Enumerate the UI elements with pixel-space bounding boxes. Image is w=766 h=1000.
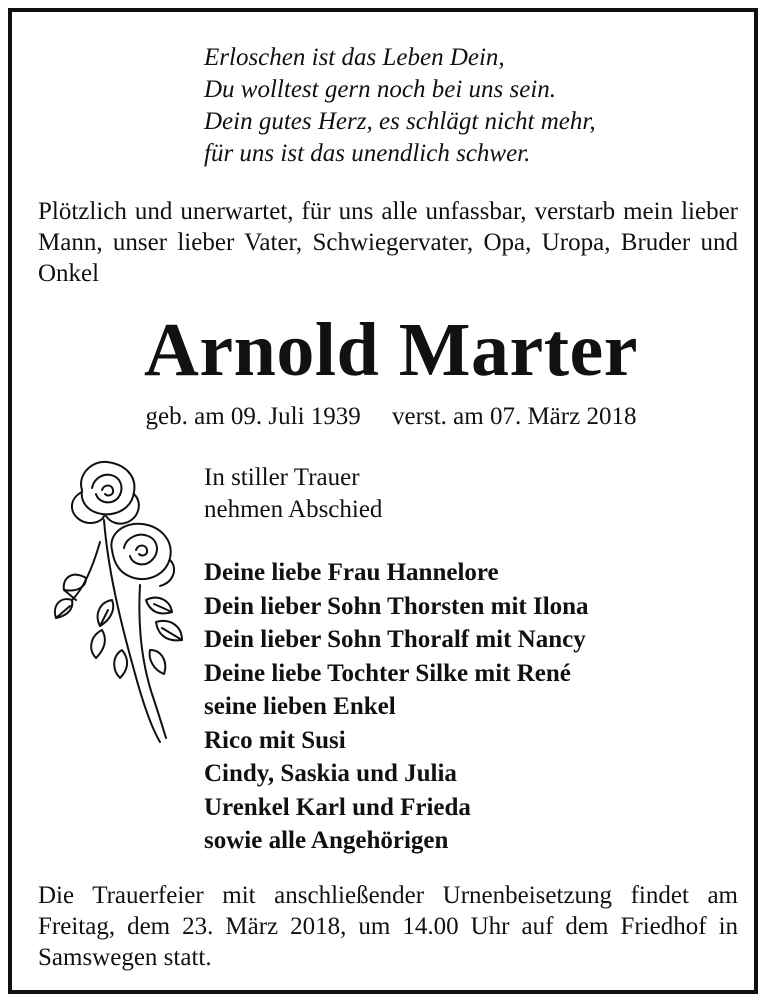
poem-line: Erloschen ist das Leben Dein, [204,44,505,71]
intro-line: mein lieber Mann, unser lieber Vater, Schwiegervater, Opa, [38,198,739,256]
mourning-line: In stiller Trauer [204,464,360,491]
intro-line: Uropa, Bruder und Onkel [38,229,739,287]
family-member: sowie alle Angehörigen [204,827,449,854]
funeral-notice [38,880,738,973]
funeral-line: am Freitag, dem 23. März 2018, um 14.00 Uhr auf dem [38,882,738,940]
funeral-line: Friedhof in Samswegen statt. [38,913,739,971]
family-member: Urenkel Karl und Frieda [204,793,471,821]
poem [204,42,724,170]
family-member: Dein lieber Sohn Thorsten mit Ilona [204,592,589,620]
poem-line: Dein gutes Herz, es schlägt nicht mehr, [204,108,596,135]
family-member: seine lieben Enkel [204,693,396,720]
intro-line: Plötzlich und unerwartet, für uns alle unfassbar, verstarb [38,198,616,225]
poem-line: für uns ist das unendlich schwer. [204,140,531,167]
mourning-line: nehmen Abschied [204,496,383,523]
funeral-line: Die Trauerfeier mit anschließender Urnenbeisetzung findet [38,882,689,909]
mourning-text [204,462,382,526]
family-list [204,556,589,858]
family-member: Rico mit Susi [204,726,346,754]
obituary-frame [8,8,758,994]
life-dates: geb. am 09. Juli 1939 verst. am 07. März 2018 [145,403,637,430]
family-member: Dein lieber Sohn Thoralf mit Nancy [204,626,586,653]
poem-line: Du wolltest gern noch bei uns sein. [204,76,557,103]
roses-icon [42,450,192,750]
family-member: Deine liebe Tochter Silke mit René [204,659,571,687]
deceased-name: Arnold Marter [143,308,638,392]
intro-text [38,196,738,289]
family-member: Deine liebe Frau Hannelore [204,559,499,586]
family-member: Cindy, Saskia und Julia [204,760,457,787]
